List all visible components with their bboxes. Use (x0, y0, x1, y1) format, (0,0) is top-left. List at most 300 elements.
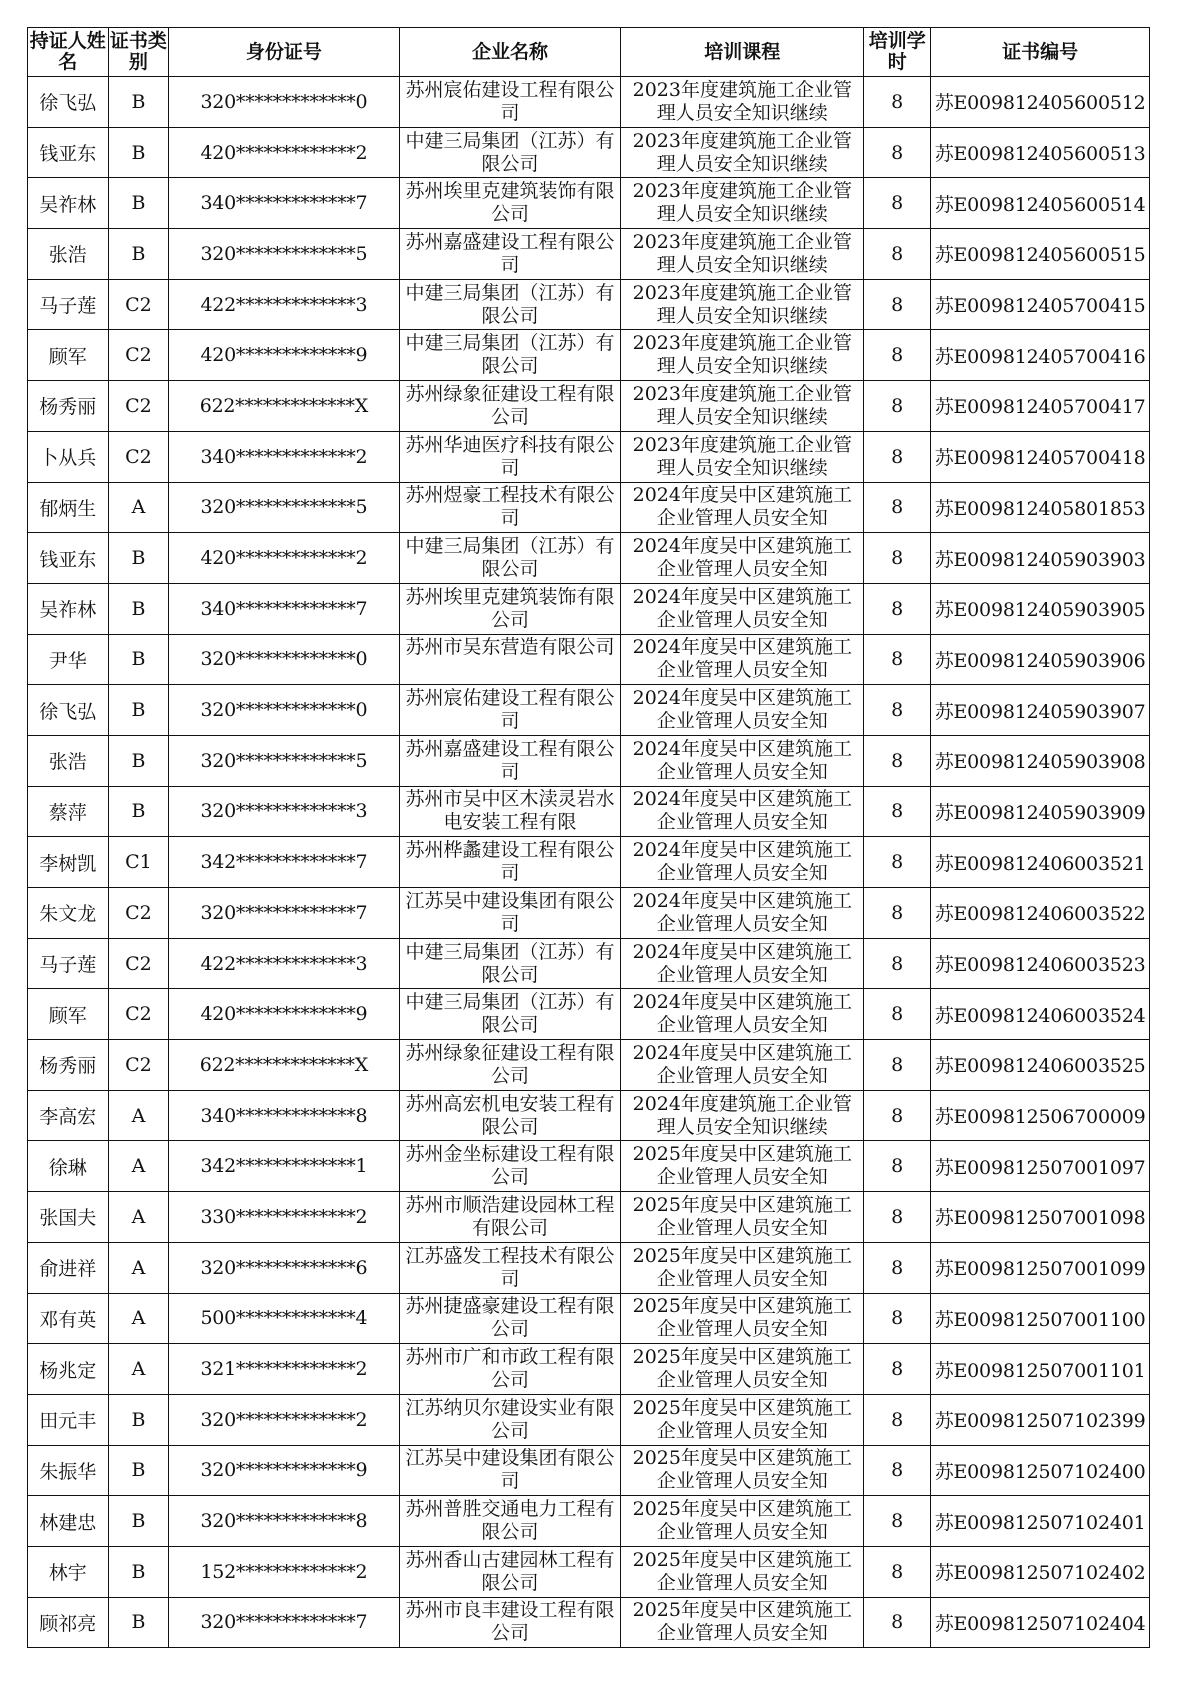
training-course-cell-text: 2024年度建筑施工企业管理人员安全知识继续 (632, 1092, 852, 1138)
training-course-cell (621, 1040, 864, 1091)
training-course-cell (621, 786, 864, 837)
cert-number-cell: 苏E009812405600513 (931, 127, 1150, 178)
company-name-cell-text: 苏州市广和市政工程有限公司 (405, 1346, 615, 1392)
id-number-cell: 342*************1 (169, 1141, 399, 1192)
training-course-cell-text: 2025年度吴中区建筑施工企业管理人员安全知 (632, 1498, 852, 1544)
cert-number-cell: 苏E009812507102401 (931, 1496, 1150, 1547)
cert-number-cell: 苏E009812405700416 (931, 330, 1150, 381)
table-row (28, 431, 1150, 482)
training-course-cell-text: 2023年度建筑施工企业管理人员安全知识继续 (632, 382, 852, 428)
cert-number-cell: 苏E009812507001100 (931, 1293, 1150, 1344)
table-header-row (28, 28, 1150, 77)
id-number-cell: 320*************3 (169, 786, 399, 837)
cert-type-cell: B (108, 1445, 169, 1496)
training-hours-cell: 8 (864, 279, 931, 330)
company-name-cell-text: 苏州绿象征建设工程有限公司 (405, 382, 615, 428)
training-hours-cell: 8 (864, 431, 931, 482)
cert-type-cell: B (108, 77, 169, 128)
id-number-cell: 420*************2 (169, 127, 399, 178)
id-number-cell: 330*************2 (169, 1192, 399, 1243)
training-hours-cell: 8 (864, 583, 931, 634)
training-course-cell-text: 2024年度吴中区建筑施工企业管理人员安全知 (632, 889, 852, 935)
id-number-cell: 340*************8 (169, 1090, 399, 1141)
id-number-cell: 342*************7 (169, 837, 399, 888)
cert-type-cell: A (108, 1192, 169, 1243)
cert-type-cell: B (108, 1546, 169, 1597)
id-number-cell: 320*************9 (169, 1445, 399, 1496)
training-course-cell-text: 2025年度吴中区建筑施工企业管理人员安全知 (632, 1548, 852, 1594)
cert-type-cell: C2 (108, 888, 169, 939)
cert-number-cell: 苏E009812507102402 (931, 1546, 1150, 1597)
company-name-cell-text: 苏州市吴中区木渎灵岩水电安装工程有限 (405, 788, 615, 834)
cert-type-cell: A (108, 1242, 169, 1293)
table-row (28, 1090, 1150, 1141)
training-course-cell (621, 583, 864, 634)
cert-type-cell: B (108, 1496, 169, 1547)
id-number-cell: 321*************2 (169, 1344, 399, 1395)
holder-name-cell: 杨秀丽 (28, 1040, 109, 1091)
training-hours-cell: 8 (864, 1597, 931, 1648)
training-hours-cell: 8 (864, 1141, 931, 1192)
training-course-cell (621, 279, 864, 330)
training-course-cell-text: 2024年度吴中区建筑施工企业管理人员安全知 (632, 1041, 852, 1087)
training-course-cell-text: 2023年度建筑施工企业管理人员安全知识继续 (632, 281, 852, 327)
cert-type-cell: B (108, 1597, 169, 1648)
training-hours-cell: 8 (864, 1445, 931, 1496)
training-hours-cell: 8 (864, 1496, 931, 1547)
holder-name-cell: 马子莲 (28, 279, 109, 330)
company-name-cell-text: 中建三局集团（江苏）有限公司 (405, 281, 615, 327)
holder-name-cell: 钱亚东 (28, 533, 109, 584)
table-row (28, 229, 1150, 280)
header-cert-number: 证书编号 (931, 28, 1150, 77)
cert-number-cell: 苏E009812405903909 (931, 786, 1150, 837)
cert-type-cell: B (108, 127, 169, 178)
training-hours-cell: 8 (864, 989, 931, 1040)
cert-number-cell: 苏E009812507102400 (931, 1445, 1150, 1496)
company-name-cell-text: 苏州高宏机电安装工程有限公司 (405, 1092, 615, 1138)
cert-type-cell: B (108, 533, 169, 584)
company-name-cell-text: 苏州华迪医疗科技有限公司 (405, 433, 615, 479)
company-name-cell (399, 583, 621, 634)
training-course-cell-text: 2025年度吴中区建筑施工企业管理人员安全知 (632, 1599, 852, 1645)
id-number-cell: 622*************X (169, 381, 399, 432)
company-name-cell (399, 888, 621, 939)
holder-name-cell: 吴祚林 (28, 178, 109, 229)
id-number-cell: 320*************0 (169, 634, 399, 685)
company-name-cell (399, 634, 621, 685)
id-number-cell: 422*************3 (169, 279, 399, 330)
training-course-cell-text: 2023年度建筑施工企业管理人员安全知识继续 (632, 332, 852, 378)
cert-number-cell: 苏E009812405903907 (931, 685, 1150, 736)
table-row (28, 279, 1150, 330)
table-row (28, 1242, 1150, 1293)
training-course-cell-text: 2023年度建筑施工企业管理人员安全知识继续 (632, 230, 852, 276)
id-number-cell: 320*************8 (169, 1496, 399, 1547)
training-hours-cell: 8 (864, 533, 931, 584)
cert-type-cell: A (108, 1344, 169, 1395)
training-hours-cell: 8 (864, 1293, 931, 1344)
training-hours-cell: 8 (864, 1192, 931, 1243)
table-row (28, 1445, 1150, 1496)
company-name-cell (399, 1546, 621, 1597)
training-course-cell-text: 2025年度吴中区建筑施工企业管理人员安全知 (632, 1295, 852, 1341)
company-name-cell-text: 江苏盛发工程技术有限公司 (405, 1244, 615, 1290)
holder-name-cell: 邓有英 (28, 1293, 109, 1344)
table-row (28, 1496, 1150, 1547)
training-course-cell-text: 2025年度吴中区建筑施工企业管理人员安全知 (632, 1244, 852, 1290)
cert-number-cell: 苏E009812507001101 (931, 1344, 1150, 1395)
cert-type-cell: C2 (108, 330, 169, 381)
training-course-cell (621, 127, 864, 178)
cert-type-cell: C2 (108, 989, 169, 1040)
holder-name-cell: 李高宏 (28, 1090, 109, 1141)
holder-name-cell: 钱亚东 (28, 127, 109, 178)
company-name-cell-text: 中建三局集团（江苏）有限公司 (405, 535, 615, 581)
company-name-cell (399, 77, 621, 128)
cert-number-cell: 苏E009812507102404 (931, 1597, 1150, 1648)
company-name-cell (399, 330, 621, 381)
training-course-cell (621, 482, 864, 533)
cert-number-cell: 苏E009812406003522 (931, 888, 1150, 939)
cert-type-cell: C2 (108, 938, 169, 989)
training-course-cell-text: 2024年度吴中区建筑施工企业管理人员安全知 (632, 991, 852, 1037)
holder-name-cell: 朱文龙 (28, 888, 109, 939)
holder-name-cell: 朱振华 (28, 1445, 109, 1496)
training-course-cell-text: 2024年度吴中区建筑施工企业管理人员安全知 (632, 484, 852, 530)
cert-number-cell: 苏E009812405600514 (931, 178, 1150, 229)
holder-name-cell: 顾祁亮 (28, 1597, 109, 1648)
company-name-cell (399, 837, 621, 888)
cert-type-cell: B (108, 735, 169, 786)
company-name-cell (399, 685, 621, 736)
training-course-cell (621, 1344, 864, 1395)
training-hours-cell: 8 (864, 127, 931, 178)
training-hours-cell: 8 (864, 1040, 931, 1091)
training-course-cell (621, 77, 864, 128)
training-course-cell-text: 2023年度建筑施工企业管理人员安全知识继续 (632, 129, 852, 175)
company-name-cell-text: 苏州嘉盛建设工程有限公司 (405, 230, 615, 276)
id-number-cell: 320*************6 (169, 1242, 399, 1293)
training-course-cell-text: 2023年度建筑施工企业管理人员安全知识继续 (632, 78, 852, 124)
holder-name-cell: 俞进祥 (28, 1242, 109, 1293)
training-course-cell-text: 2024年度吴中区建筑施工企业管理人员安全知 (632, 687, 852, 733)
cert-number-cell: 苏E009812406003525 (931, 1040, 1150, 1091)
cert-number-cell: 苏E009812405903906 (931, 634, 1150, 685)
training-hours-cell: 8 (864, 634, 931, 685)
holder-name-cell: 杨秀丽 (28, 381, 109, 432)
training-hours-cell: 8 (864, 77, 931, 128)
training-course-cell (621, 1546, 864, 1597)
training-course-cell-text: 2024年度吴中区建筑施工企业管理人员安全知 (632, 940, 852, 986)
company-name-cell-text: 苏州绿象征建设工程有限公司 (405, 1041, 615, 1087)
certificate-roster-table (27, 27, 1150, 1648)
holder-name-cell: 林宇 (28, 1546, 109, 1597)
table-row (28, 482, 1150, 533)
id-number-cell: 500*************4 (169, 1293, 399, 1344)
company-name-cell (399, 1141, 621, 1192)
company-name-cell (399, 381, 621, 432)
table-row (28, 938, 1150, 989)
id-number-cell: 340*************7 (169, 583, 399, 634)
training-course-cell (621, 989, 864, 1040)
training-course-cell (621, 431, 864, 482)
company-name-cell-text: 江苏纳贝尔建设实业有限公司 (405, 1396, 615, 1442)
company-name-cell (399, 1293, 621, 1344)
cert-number-cell: 苏E009812405600512 (931, 77, 1150, 128)
id-number-cell: 320*************5 (169, 735, 399, 786)
cert-type-cell: A (108, 1090, 169, 1141)
table-row (28, 1344, 1150, 1395)
company-name-cell (399, 1597, 621, 1648)
cert-type-cell: A (108, 1293, 169, 1344)
training-course-cell (621, 381, 864, 432)
id-number-cell: 422*************3 (169, 938, 399, 989)
holder-name-cell: 徐琳 (28, 1141, 109, 1192)
training-course-cell (621, 1090, 864, 1141)
id-number-cell: 320*************0 (169, 77, 399, 128)
id-number-cell: 320*************5 (169, 482, 399, 533)
company-name-cell-text: 苏州香山古建园林工程有限公司 (405, 1548, 615, 1594)
training-course-cell (621, 1597, 864, 1648)
table-row (28, 1546, 1150, 1597)
training-hours-cell: 8 (864, 735, 931, 786)
cert-type-cell: A (108, 1141, 169, 1192)
training-hours-cell: 8 (864, 1242, 931, 1293)
cert-number-cell: 苏E009812405700415 (931, 279, 1150, 330)
holder-name-cell: 郁炳生 (28, 482, 109, 533)
cert-number-cell: 苏E009812507102399 (931, 1394, 1150, 1445)
training-course-cell-text: 2024年度吴中区建筑施工企业管理人员安全知 (632, 535, 852, 581)
training-hours-cell: 8 (864, 1394, 931, 1445)
company-name-cell (399, 482, 621, 533)
id-number-cell: 420*************2 (169, 533, 399, 584)
holder-name-cell: 杨兆定 (28, 1344, 109, 1395)
header-training-course: 培训课程 (621, 28, 864, 77)
holder-name-cell: 张国夫 (28, 1192, 109, 1243)
company-name-cell-text: 苏州金坐标建设工程有限公司 (405, 1143, 615, 1189)
cert-type-cell: A (108, 482, 169, 533)
cert-type-cell: B (108, 634, 169, 685)
cert-number-cell: 苏E009812406003524 (931, 989, 1150, 1040)
id-number-cell: 320*************7 (169, 1597, 399, 1648)
training-hours-cell: 8 (864, 178, 931, 229)
company-name-cell (399, 1445, 621, 1496)
company-name-cell-text: 中建三局集团（江苏）有限公司 (405, 332, 615, 378)
company-name-cell (399, 938, 621, 989)
cert-number-cell: 苏E009812405600515 (931, 229, 1150, 280)
cert-number-cell: 苏E009812406003521 (931, 837, 1150, 888)
table-row (28, 735, 1150, 786)
training-course-cell (621, 634, 864, 685)
training-course-cell (621, 1293, 864, 1344)
cert-number-cell: 苏E009812405903905 (931, 583, 1150, 634)
training-hours-cell: 8 (864, 1546, 931, 1597)
training-course-cell (621, 1496, 864, 1547)
training-hours-cell: 8 (864, 837, 931, 888)
training-course-cell (621, 330, 864, 381)
company-name-cell-text: 苏州市良丰建设工程有限公司 (405, 1599, 615, 1645)
table-body (28, 77, 1150, 1648)
training-course-cell (621, 888, 864, 939)
company-name-cell (399, 533, 621, 584)
company-name-cell (399, 1344, 621, 1395)
company-name-cell-text: 中建三局集团（江苏）有限公司 (405, 129, 615, 175)
table-row (28, 685, 1150, 736)
holder-name-cell: 张浩 (28, 229, 109, 280)
training-hours-cell: 8 (864, 685, 931, 736)
company-name-cell-text: 苏州宸佑建设工程有限公司 (405, 78, 615, 124)
table-row (28, 330, 1150, 381)
training-course-cell-text: 2023年度建筑施工企业管理人员安全知识继续 (632, 433, 852, 479)
table-row (28, 634, 1150, 685)
company-name-cell-text: 苏州宸佑建设工程有限公司 (405, 687, 615, 733)
company-name-cell-text: 苏州煜豪工程技术有限公司 (405, 484, 615, 530)
header-id-number: 身份证号 (169, 28, 399, 77)
id-number-cell: 320*************5 (169, 229, 399, 280)
company-name-cell (399, 279, 621, 330)
company-name-cell-text: 苏州市顺浩建设园林工程有限公司 (405, 1193, 615, 1239)
training-hours-cell: 8 (864, 330, 931, 381)
table-row (28, 533, 1150, 584)
holder-name-cell: 林建忠 (28, 1496, 109, 1547)
training-course-cell-text: 2025年度吴中区建筑施工企业管理人员安全知 (632, 1396, 852, 1442)
cert-type-cell: B (108, 178, 169, 229)
id-number-cell: 340*************2 (169, 431, 399, 482)
holder-name-cell: 张浩 (28, 735, 109, 786)
training-hours-cell: 8 (864, 1344, 931, 1395)
training-course-cell (621, 178, 864, 229)
holder-name-cell: 田元丰 (28, 1394, 109, 1445)
company-name-cell-text: 江苏吴中建设集团有限公司 (405, 1447, 615, 1493)
training-course-cell (621, 1192, 864, 1243)
table-row (28, 178, 1150, 229)
id-number-cell: 622*************X (169, 1040, 399, 1091)
training-course-cell (621, 229, 864, 280)
holder-name-cell: 蔡萍 (28, 786, 109, 837)
table-row (28, 786, 1150, 837)
table-row (28, 381, 1150, 432)
company-name-cell (399, 1496, 621, 1547)
company-name-cell-text: 苏州埃里克建筑装饰有限公司 (405, 585, 615, 631)
holder-name-cell: 李树凯 (28, 837, 109, 888)
holder-name-cell: 吴祚林 (28, 583, 109, 634)
cert-type-cell: C2 (108, 381, 169, 432)
cert-type-cell: B (108, 583, 169, 634)
company-name-cell (399, 1090, 621, 1141)
company-name-cell (399, 1192, 621, 1243)
table-row (28, 583, 1150, 634)
training-hours-cell: 8 (864, 482, 931, 533)
company-name-cell-text: 中建三局集团（江苏）有限公司 (405, 991, 615, 1037)
cert-type-cell: C2 (108, 279, 169, 330)
company-name-cell (399, 1040, 621, 1091)
cert-number-cell: 苏E009812507001097 (931, 1141, 1150, 1192)
company-name-cell (399, 229, 621, 280)
table-row (28, 1141, 1150, 1192)
training-course-cell-text: 2024年度吴中区建筑施工企业管理人员安全知 (632, 788, 852, 834)
id-number-cell: 320*************2 (169, 1394, 399, 1445)
training-course-cell-text: 2024年度吴中区建筑施工企业管理人员安全知 (632, 737, 852, 783)
table-row (28, 1040, 1150, 1091)
training-course-cell-text: 2025年度吴中区建筑施工企业管理人员安全知 (632, 1346, 852, 1392)
cert-type-cell: C2 (108, 431, 169, 482)
cert-type-cell: C2 (108, 1040, 169, 1091)
company-name-cell (399, 178, 621, 229)
table-row (28, 77, 1150, 128)
training-course-cell-text: 2024年度吴中区建筑施工企业管理人员安全知 (632, 585, 852, 631)
training-hours-cell: 8 (864, 888, 931, 939)
company-name-cell-text: 苏州嘉盛建设工程有限公司 (405, 737, 615, 783)
company-name-cell-text: 中建三局集团（江苏）有限公司 (405, 940, 615, 986)
holder-name-cell: 顾军 (28, 330, 109, 381)
training-course-cell-text: 2024年度吴中区建筑施工企业管理人员安全知 (632, 839, 852, 885)
training-course-cell (621, 837, 864, 888)
table-row (28, 1192, 1150, 1243)
id-number-cell: 340*************7 (169, 178, 399, 229)
company-name-cell-text: 苏州捷盛豪建设工程有限公司 (405, 1295, 615, 1341)
company-name-cell (399, 127, 621, 178)
training-hours-cell: 8 (864, 229, 931, 280)
id-number-cell: 152*************2 (169, 1546, 399, 1597)
cert-number-cell: 苏E009812406003523 (931, 938, 1150, 989)
company-name-cell (399, 735, 621, 786)
table-row (28, 1597, 1150, 1648)
company-name-cell-text: 苏州市吴东营造有限公司 (405, 636, 615, 659)
training-hours-cell: 8 (864, 938, 931, 989)
table-row (28, 888, 1150, 939)
training-course-cell (621, 533, 864, 584)
id-number-cell: 320*************7 (169, 888, 399, 939)
holder-name-cell: 徐飞弘 (28, 685, 109, 736)
table-row (28, 1293, 1150, 1344)
holder-name-cell: 尹华 (28, 634, 109, 685)
company-name-cell (399, 989, 621, 1040)
training-course-cell (621, 938, 864, 989)
header-company-name: 企业名称 (399, 28, 621, 77)
cert-type-cell: B (108, 685, 169, 736)
cert-type-cell: B (108, 229, 169, 280)
holder-name-cell: 马子莲 (28, 938, 109, 989)
training-course-cell (621, 735, 864, 786)
table-row (28, 837, 1150, 888)
training-course-cell-text: 2025年度吴中区建筑施工企业管理人员安全知 (632, 1447, 852, 1493)
training-course-cell-text: 2025年度吴中区建筑施工企业管理人员安全知 (632, 1143, 852, 1189)
cert-number-cell: 苏E009812405903908 (931, 735, 1150, 786)
training-hours-cell: 8 (864, 1090, 931, 1141)
company-name-cell (399, 1394, 621, 1445)
training-hours-cell: 8 (864, 786, 931, 837)
company-name-cell-text: 江苏吴中建设集团有限公司 (405, 889, 615, 935)
training-course-cell-text: 2023年度建筑施工企业管理人员安全知识继续 (632, 180, 852, 226)
table-row (28, 127, 1150, 178)
holder-name-cell: 顾军 (28, 989, 109, 1040)
training-course-cell (621, 1394, 864, 1445)
training-course-cell (621, 1445, 864, 1496)
company-name-cell (399, 431, 621, 482)
cert-number-cell: 苏E009812507001099 (931, 1242, 1150, 1293)
header-holder-name: 持证人姓名 (28, 28, 109, 77)
cert-number-cell: 苏E009812405700418 (931, 431, 1150, 482)
training-course-cell (621, 685, 864, 736)
cert-number-cell: 苏E009812506700009 (931, 1090, 1150, 1141)
cert-number-cell: 苏E009812405801853 (931, 482, 1150, 533)
cert-type-cell: C1 (108, 837, 169, 888)
holder-name-cell: 徐飞弘 (28, 77, 109, 128)
training-course-cell (621, 1242, 864, 1293)
id-number-cell: 420*************9 (169, 330, 399, 381)
company-name-cell-text: 苏州桦蠡建设工程有限公司 (405, 839, 615, 885)
